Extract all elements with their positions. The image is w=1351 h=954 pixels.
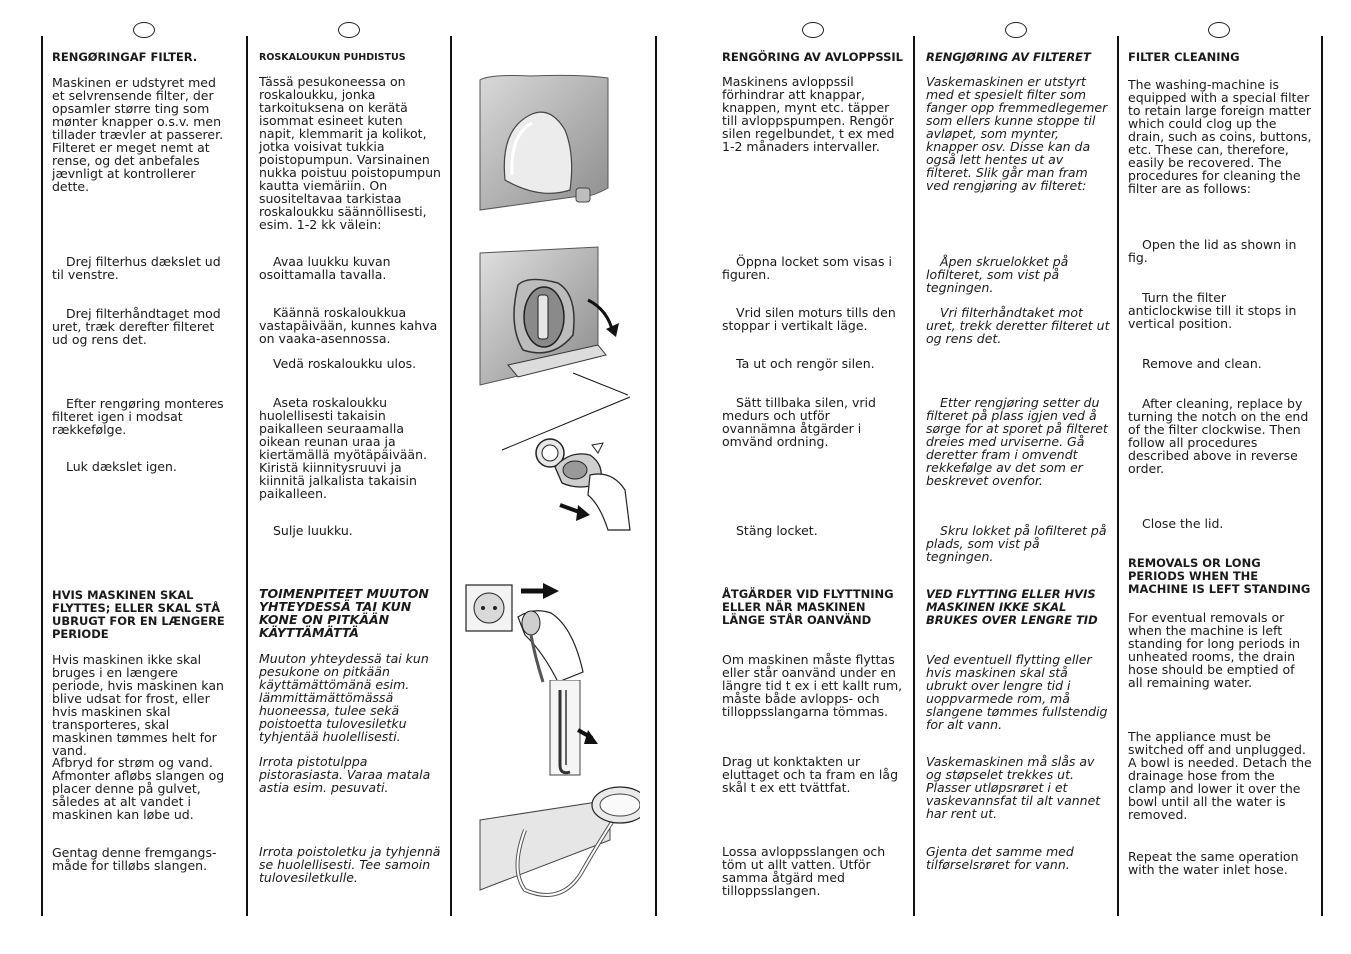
swedish-heading-filter: RENGÖRING AV AVLOPPSSIL <box>722 50 904 64</box>
danish-step-3: Efter rengøring monteres filteret igen i modsat rækkefølge. <box>52 396 224 437</box>
column-divider <box>1321 36 1323 916</box>
column-divider <box>450 36 452 916</box>
swedish-heading-moving: ÅTGÄRDER VID FLYTTNING ELLER NÄR MASKINEN LÄNGE STÅR OANVÄND <box>722 587 894 627</box>
danish-step-4: Luk dækslet igen. <box>66 459 177 474</box>
column-divider <box>246 36 248 916</box>
finnish-para-1: Muuton yhteydessä tai kun pesukone on pitkään käyttämättömänä esim. lämmittämättömässä huoneessa, tulee sekä poistoetta tulovesiletku tyhjentää huolellisesti. <box>259 651 429 744</box>
finnish-step-3: Vedä roskaloukku ulos. <box>273 356 417 371</box>
norwegian-para-2: Vaskemaskinen må slås av og støpselet trekkes ut. Plasser utløpsrøret i et vaskevannsfat til alt vannet har rent ut. <box>926 754 1101 821</box>
danish-step-1: Drej filterhus dækslet ud til venstre. <box>52 254 221 282</box>
finnish-para-2: Irrota pistotulppa pistorasiasta. Varaa matala astia esim. pesuvati. <box>259 754 431 795</box>
language-marker-circle <box>802 22 824 38</box>
english-step-2: Turn the filter anticlockwise till it stops in vertical position. <box>1128 290 1297 331</box>
language-marker-circle <box>133 22 155 38</box>
english-step-1: Open the lid as shown in fig. <box>1128 237 1297 265</box>
language-marker-circle <box>1208 22 1230 38</box>
english-intro: The washing-machine is equipped with a special filter to retain large foreign matter which could clog up the drain, such as coins, buttons, etc. These can, therefore, easily be recovered. The procedures for cleaning the filter are as follows: <box>1128 77 1312 196</box>
norwegian-heading-filter: RENGJØRING AV FILTERET <box>926 50 1091 64</box>
norwegian-intro: Vaskemaskinen er utstyrt med et spesielt filter som fanger opp fremmedlegemer som ellers kunne stoppe til avløpet, som mynter, knapper osv. Disse kan da også lett hentes ut av filteret. Slik går man fram ved rengjøring av filteret: <box>926 74 1108 193</box>
finnish-step-2: Käännä roskaloukkua vastapäivään, kunnes kahva on vaaka-asennossa. <box>259 305 438 346</box>
swedish-step-4: Sätt tillbaka silen, vrid medurs och utför ovannämna åtgärder i omvänd ordning. <box>722 395 876 449</box>
norwegian-step-1: Åpen skruelokket på lofilteret, som vist på tegningen. <box>926 254 1069 295</box>
language-marker-circle <box>1005 22 1027 38</box>
finnish-step-4: Aseta roskaloukku huolellisesti takaisin paikalleen seuraamalla oikean reunan uraa ja kiertämällä myötäpäivään. Kiristä kiinnitysruuvi ja kiinnitä jalkalista takaisin paikalleen. <box>259 395 427 501</box>
filter-removal-illustration <box>500 395 640 535</box>
swedish-para-2: Drag ut konktakten ur eluttaget och ta fram en låg skål t ex ett tvättfat. <box>722 754 899 795</box>
norwegian-step-2: Vri filterhåndtaket mot uret, trekk deretter filteret ut og rens det. <box>926 305 1110 346</box>
danish-para-3: Gentag denne fremgangs-måde for tilløbs slangen. <box>52 845 217 873</box>
english-para-1: For eventual removals or when the machine is left standing for long periods in unheated rooms, the drain hose should be emptied of all remaining water. <box>1128 610 1301 690</box>
danish-para-2: Afbryd for strøm og vand. Afmonter afløbs slangen og placer denne på gulvet, således at alt vandet i maskinen kan løbe ud. <box>52 755 225 822</box>
unplug-illustration <box>463 577 593 687</box>
swedish-step-5: Stäng locket. <box>736 523 818 538</box>
hose-bowl-illustration <box>470 780 640 905</box>
english-heading-filter: FILTER CLEANING <box>1128 50 1240 64</box>
english-para-3: Repeat the same operation with the water inlet hose. <box>1128 849 1299 877</box>
english-step-5: Close the lid. <box>1142 516 1224 531</box>
norwegian-step-3: Etter rengjøring setter du filteret på plass igjen ved å sørge for at sporet på filteret dreies med urviserne. Gå deretter fram i omvendt rekkefølge av det som er beskrevet ovenfor. <box>926 395 1108 488</box>
swedish-step-1: Öppna locket som visas i figuren. <box>722 254 892 282</box>
swedish-step-2: Vrid silen moturs tills den stoppar i vertikalt läge. <box>722 305 896 333</box>
english-step-3: Remove and clean. <box>1142 356 1262 371</box>
column-divider <box>1117 36 1119 916</box>
finnish-heading-filter: ROSKALOUKUN PUHDISTUS <box>259 52 406 63</box>
danish-para-1: Hvis maskinen ikke skal bruges i en længere periode, hvis maskinen kan blive udsat for frost, eller hvis maskinen skal transporteres, skal maskinen tømmes helt for vand. <box>52 652 224 758</box>
language-marker-circle <box>338 22 360 38</box>
finnish-intro: Tässä pesukoneessa on roskaloukku, jonka tarkoituksena on kerätä isommat esineet kuten napit, klemmarit ja kolikot, jotka voisivat tukkia poistopumpun. Varsinainen nukka poistuu poistopumpun kautta viemäriin. On suositeltavaa tarkistaa roskaloukku säännöllisesti, esim. 1-2 kk välein: <box>259 74 441 232</box>
english-para-2: The appliance must be switched off and unplugged. A bowl is needed. Detach the drainage hose from the clamp and lower it over the bowl until all the water is removed. <box>1128 729 1312 822</box>
filter-open-illustration <box>478 245 628 400</box>
norwegian-para-3: Gjenta det samme med tilførselsrøret for vann. <box>926 844 1074 872</box>
norwegian-step-4: Skru lokket på lofilteret på plads, som vist på tegningen. <box>926 523 1107 564</box>
finnish-heading-moving: TOIMENPITEET MUUTON YHTEYDESSÄ TAI KUN KONE ON PITKÄÄN KÄYTTÄMÄTTÄ <box>259 586 429 640</box>
danish-heading-moving: HVIS MASKINEN SKAL FLYTTES; ELLER SKAL STÅ UBRUGT FOR EN LÆNGERE PERIODE <box>52 588 225 641</box>
column-divider <box>913 36 915 916</box>
danish-heading-filter: RENGØRINGAF FILTER. <box>52 50 198 64</box>
column-divider <box>41 36 43 916</box>
english-step-4: After cleaning, replace by turning the notch on the end of the filter clockwise. Then follow all procedures described above in reverse order. <box>1128 396 1309 476</box>
danish-step-2: Drej filterhåndtaget mod uret, træk derefter filteret ud og rens det. <box>52 306 221 347</box>
column-divider <box>655 36 657 916</box>
norwegian-heading-moving: VED FLYTTING ELLER HVIS MASKINEN IKKE SKAL BRUKES OVER LENGRE TID <box>926 587 1098 627</box>
norwegian-para-1: Ved eventuell flytting eller hvis maskinen skal stå ubrukt over lengre tid i uoppvarmede rom, må slangene tømmes fullstendig for alt vann. <box>926 652 1108 732</box>
swedish-para-3: Lossa avloppsslangen och töm ut allt vatten. Utför samma åtgärd med tilloppsslangen. <box>722 844 886 898</box>
danish-intro: Maskinen er udstyret med et selvrensende filter, der opsamler større ting som mønter knapper o.s.v. men tillader trævler at passerer. Filteret er meget nemt at rense, og det anbefales jævnligt at kontrollerer dette. <box>52 75 224 194</box>
finnish-step-1: Avaa luukku kuvan osoittamalla tavalla. <box>259 254 391 282</box>
swedish-step-3: Ta ut och rengör silen. <box>736 356 875 371</box>
finnish-para-3: Irrota poistoletku ja tyhjennä se huolellisesti. Tee samoin tulovesiletkulle. <box>259 844 441 885</box>
finnish-step-5: Sulje luukku. <box>273 523 353 538</box>
machine-lid-illustration <box>470 70 620 220</box>
english-heading-moving: REMOVALS OR LONG PERIODS WHEN THE MACHINE IS LEFT STANDING <box>1128 556 1311 596</box>
hose-clamp-illustration <box>540 680 610 780</box>
swedish-para-1: Om maskinen måste flyttas eller står oanvänd under en längre tid t ex i ett kallt rum, måste både avlopps- och tilloppsslangarna tömmas. <box>722 652 903 719</box>
swedish-intro: Maskinens avloppssil förhindrar att knappar, knappen, mynt etc. täpper till avloppspumpen. Rengör silen regelbundet, t ex med 1-2 månaders intervaller. <box>722 74 895 154</box>
